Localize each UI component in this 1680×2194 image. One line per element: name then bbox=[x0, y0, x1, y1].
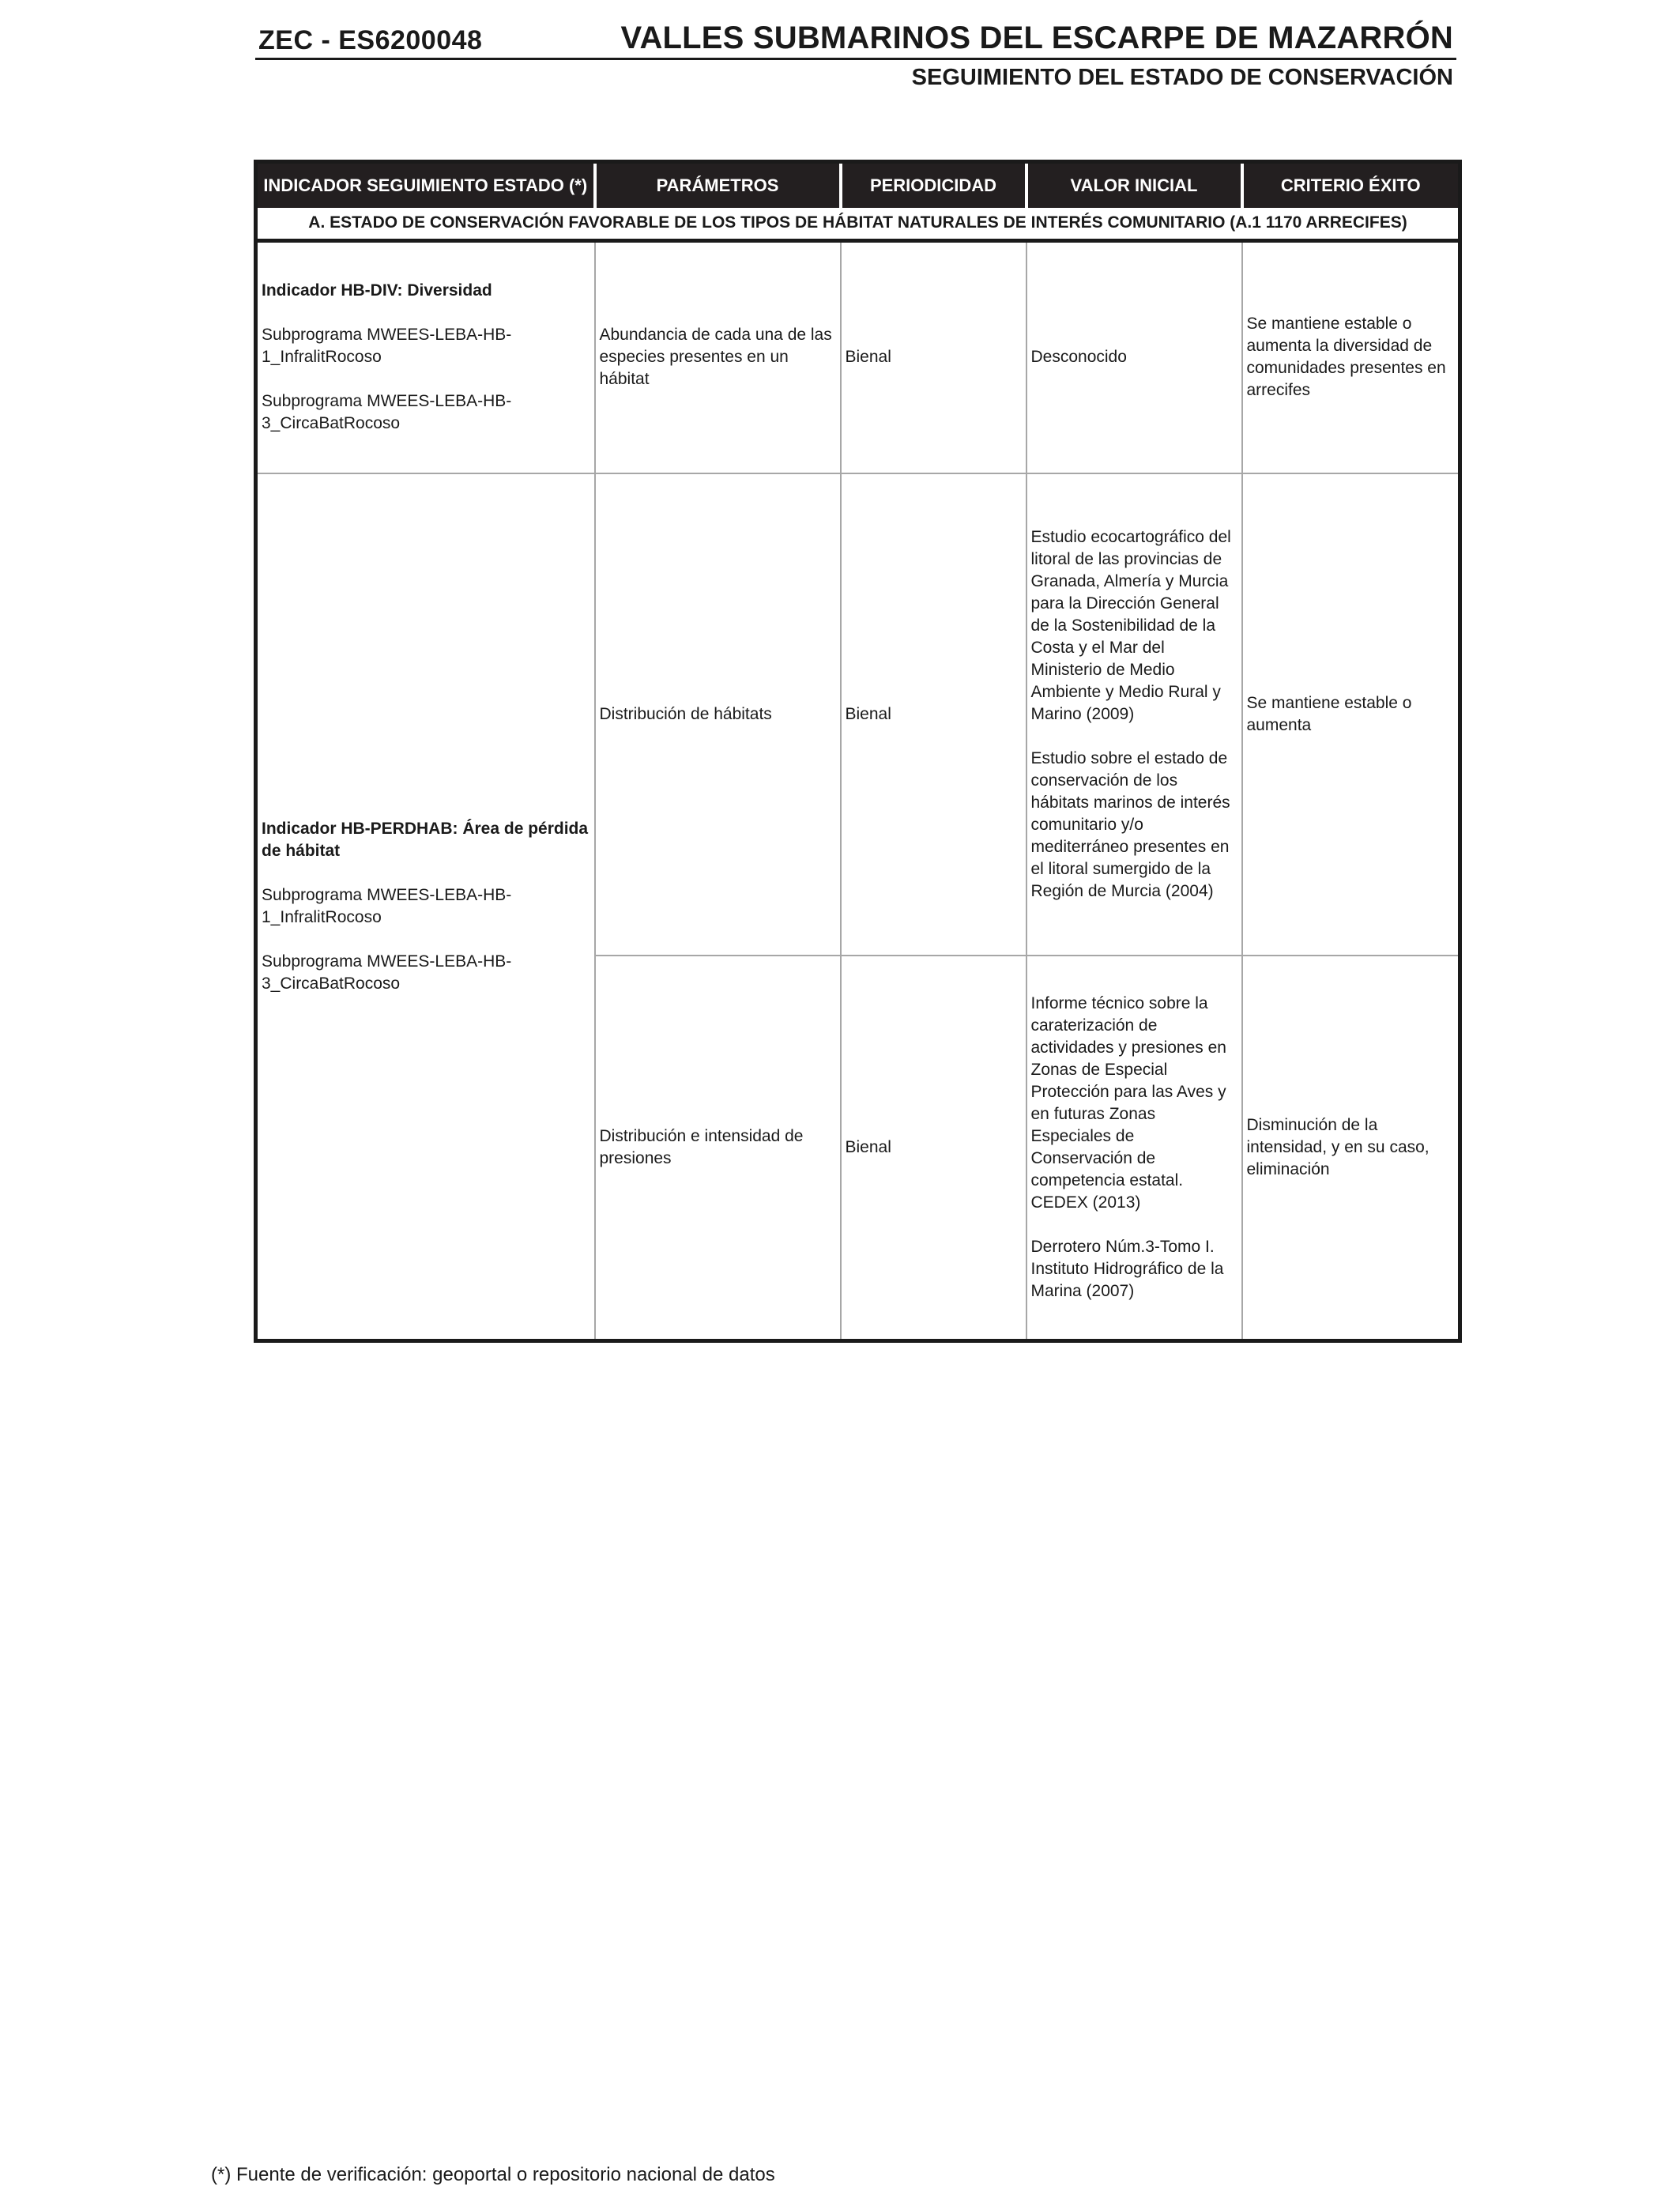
parametro-cell: Abundancia de cada una de las especies presentes en un hábitat bbox=[595, 241, 841, 473]
parametro-cell: Distribución de hábitats bbox=[595, 473, 841, 956]
valor-inicial-cell: Desconocido bbox=[1026, 241, 1242, 473]
column-header-criterio-exito: CRITERIO ÉXITO bbox=[1242, 162, 1460, 208]
table-row bbox=[256, 241, 1460, 473]
criterio-cell: Se mantiene estable o aumenta la diversidad de comunidades presentes en arrecifes bbox=[1242, 241, 1460, 473]
indicator-subprogram: Subprograma MWEES-LEBA-HB-1_InfralitRocoso bbox=[262, 885, 512, 926]
column-header-periodicidad: PERIODICIDAD bbox=[841, 162, 1026, 208]
valor-inicial-reference: Estudio sobre el estado de conservación de los hábitats marinos de interés comunitario y/o mediterráneo presentes en el litoral sumergido de la Región de Murcia (2004) bbox=[1030, 748, 1230, 900]
indicator-subprogram: Subprograma MWEES-LEBA-HB-3_CircaBatRocoso bbox=[262, 392, 512, 433]
column-header-indicador: INDICADOR SEGUIMIENTO ESTADO (*) bbox=[256, 162, 595, 208]
valor-inicial-reference: Derrotero Núm.3-Tomo I. Instituto Hidrográfico de la Marina (2007) bbox=[1030, 1237, 1224, 1300]
indicator-subprogram: Subprograma MWEES-LEBA-HB-3_CircaBatRocoso bbox=[262, 952, 512, 993]
header-rule bbox=[255, 21, 1456, 60]
page-header bbox=[255, 21, 1456, 91]
section-title: A. ESTADO DE CONSERVACIÓN FAVORABLE DE LOS TIPOS DE HÁBITAT NATURALES DE INTERÉS COMUNITARIO (A.1 1170 ARRECIFES) bbox=[256, 208, 1460, 241]
monitoring-table bbox=[254, 160, 1462, 1343]
zec-code: ZEC - ES6200048 bbox=[258, 25, 483, 55]
indicator-cell bbox=[256, 241, 595, 473]
table-row bbox=[256, 473, 1460, 956]
column-header-parametros: PARÁMETROS bbox=[595, 162, 841, 208]
table-header-row bbox=[256, 162, 1460, 208]
valor-inicial-cell bbox=[1026, 956, 1242, 1341]
footnote: (*) Fuente de verificación: geoportal o repositorio nacional de datos bbox=[211, 2164, 775, 2185]
indicator-title: Indicador HB-PERDHAB: Área de pérdida de hábitat bbox=[262, 819, 589, 860]
indicator-cell bbox=[256, 473, 595, 1341]
indicator-subprogram: Subprograma MWEES-LEBA-HB-1_InfralitRocoso bbox=[262, 326, 512, 367]
periodicidad-cell: Bienal bbox=[841, 956, 1026, 1341]
criterio-cell: Disminución de la intensidad, y en su caso, eliminación bbox=[1242, 956, 1460, 1341]
site-title: VALLES SUBMARINOS DEL ESCARPE DE MAZARRÓN bbox=[620, 21, 1453, 55]
indicator-title: Indicador HB-DIV: Diversidad bbox=[262, 281, 492, 300]
valor-inicial-cell bbox=[1026, 473, 1242, 956]
column-header-valor-inicial: VALOR INICIAL bbox=[1026, 162, 1242, 208]
periodicidad-cell: Bienal bbox=[841, 241, 1026, 473]
valor-inicial-reference: Estudio ecocartográfico del litoral de las provincias de Granada, Almería y Murcia para la Dirección General de la Sostenibilidad de la Costa y el Mar del Ministerio de Medio Ambiente y Medio Rural y Marino (2009) bbox=[1030, 527, 1231, 723]
parametro-cell: Distribución e intensidad de presiones bbox=[595, 956, 841, 1341]
criterio-cell: Se mantiene estable o aumenta bbox=[1242, 473, 1460, 956]
page-subtitle: SEGUIMIENTO DEL ESTADO DE CONSERVACIÓN bbox=[911, 65, 1453, 90]
valor-inicial-reference: Informe técnico sobre la caraterización de actividades y presiones en Zonas de Especial Protección para las Aves y en futuras Zonas Especiales de Conservación de competencia estatal. CEDEX (2013) bbox=[1030, 993, 1226, 1212]
section-row bbox=[256, 208, 1460, 241]
periodicidad-cell: Bienal bbox=[841, 473, 1026, 956]
